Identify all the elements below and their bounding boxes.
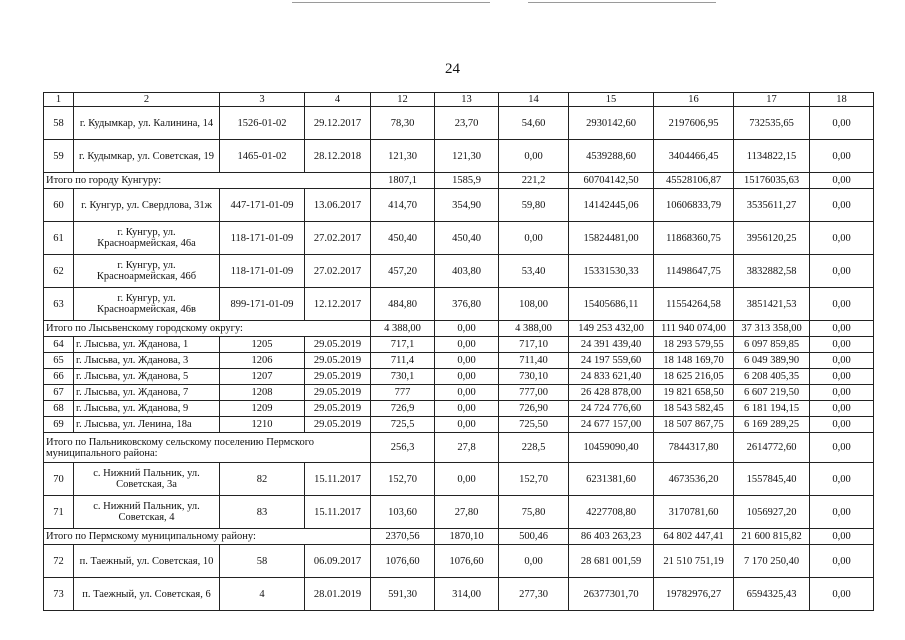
cadastral-number: 1210 [220, 417, 305, 433]
value-col-17: 3535611,27 [734, 189, 810, 222]
row-number: 72 [44, 545, 74, 578]
subtotal-value: 60704142,50 [569, 173, 654, 189]
value-col-13: 376,80 [435, 288, 499, 321]
value-col-18: 0,00 [810, 545, 874, 578]
value-col-12: 78,30 [371, 107, 435, 140]
row-number: 59 [44, 140, 74, 173]
row-number: 65 [44, 353, 74, 369]
row-number: 63 [44, 288, 74, 321]
subtotal-value: 1870,10 [435, 529, 499, 545]
value-col-12: 152,70 [371, 463, 435, 496]
value-col-17: 6 169 289,25 [734, 417, 810, 433]
row-number: 69 [44, 417, 74, 433]
row-number: 70 [44, 463, 74, 496]
date: 29.05.2019 [305, 353, 371, 369]
value-col-12: 457,20 [371, 255, 435, 288]
subtotal-value: 111 940 074,00 [654, 321, 734, 337]
value-col-15: 24 391 439,40 [569, 337, 654, 353]
value-col-12: 414,70 [371, 189, 435, 222]
table-row [44, 369, 874, 385]
table-row [44, 337, 874, 353]
column-number: 14 [499, 93, 569, 107]
value-col-12: 726,9 [371, 401, 435, 417]
value-col-17: 6 208 405,35 [734, 369, 810, 385]
value-col-13: 0,00 [435, 337, 499, 353]
value-col-15: 24 724 776,60 [569, 401, 654, 417]
subtotal-value: 2614772,60 [734, 433, 810, 463]
value-col-13: 314,00 [435, 578, 499, 611]
date: 13.06.2017 [305, 189, 371, 222]
value-col-18: 0,00 [810, 369, 874, 385]
column-number-row [44, 93, 874, 107]
value-col-15: 6231381,60 [569, 463, 654, 496]
value-col-15: 26 428 878,00 [569, 385, 654, 401]
value-col-15: 24 197 559,60 [569, 353, 654, 369]
table-row [44, 385, 874, 401]
value-col-17: 6 097 859,85 [734, 337, 810, 353]
value-col-16: 18 625 216,05 [654, 369, 734, 385]
value-col-12: 484,80 [371, 288, 435, 321]
value-col-14: 277,30 [499, 578, 569, 611]
value-col-16: 4673536,20 [654, 463, 734, 496]
value-col-14: 711,40 [499, 353, 569, 369]
value-col-12: 1076,60 [371, 545, 435, 578]
address: г. Кудымкар, ул. Советская, 19 [74, 140, 220, 173]
subtotal-row [44, 173, 874, 189]
value-col-12: 450,40 [371, 222, 435, 255]
subtotal-value: 228,5 [499, 433, 569, 463]
cadastral-number: 118-171-01-09 [220, 255, 305, 288]
table-row [44, 140, 874, 173]
address: г. Кунгур, ул. Красноармейская, 46а [74, 222, 220, 255]
date: 15.11.2017 [305, 463, 371, 496]
cadastral-number: 447-171-01-09 [220, 189, 305, 222]
subtotal-value: 149 253 432,00 [569, 321, 654, 337]
subtotal-value: 21 600 815,82 [734, 529, 810, 545]
value-col-18: 0,00 [810, 353, 874, 369]
subtotal-value: 221,2 [499, 173, 569, 189]
cadastral-number: 58 [220, 545, 305, 578]
value-col-14: 730,10 [499, 369, 569, 385]
value-col-17: 3832882,58 [734, 255, 810, 288]
column-number: 18 [810, 93, 874, 107]
row-number: 67 [44, 385, 74, 401]
date: 27.02.2017 [305, 222, 371, 255]
value-col-17: 6 607 219,50 [734, 385, 810, 401]
column-number: 2 [74, 93, 220, 107]
date: 28.12.2018 [305, 140, 371, 173]
cadastral-number: 82 [220, 463, 305, 496]
value-col-14: 75,80 [499, 496, 569, 529]
cadastral-number: 1526-01-02 [220, 107, 305, 140]
value-col-16: 21 510 751,19 [654, 545, 734, 578]
date: 28.01.2019 [305, 578, 371, 611]
address: г. Лысьва, ул. Жданова, 9 [74, 401, 220, 417]
column-number: 17 [734, 93, 810, 107]
column-number: 1 [44, 93, 74, 107]
subtotal-row [44, 529, 874, 545]
subtotal-value: 0,00 [810, 321, 874, 337]
date: 06.09.2017 [305, 545, 371, 578]
subtotal-label: Итого по Пермскому муниципальному району: [44, 529, 371, 545]
value-col-17: 3851421,53 [734, 288, 810, 321]
subtotal-value: 1585,9 [435, 173, 499, 189]
value-col-12: 717,1 [371, 337, 435, 353]
table-row [44, 545, 874, 578]
value-col-16: 18 507 867,75 [654, 417, 734, 433]
value-col-18: 0,00 [810, 385, 874, 401]
table-row [44, 578, 874, 611]
subtotal-value: 1807,1 [371, 173, 435, 189]
subtotal-value: 86 403 263,23 [569, 529, 654, 545]
subtotal-label: Итого по Лысьвенскому городскому округу: [44, 321, 371, 337]
address: г. Кунгур, ул. Красноармейская, 46в [74, 288, 220, 321]
subtotal-label: Итого по городу Кунгуру: [44, 173, 371, 189]
value-col-15: 14142445,06 [569, 189, 654, 222]
value-col-18: 0,00 [810, 401, 874, 417]
table-body [44, 93, 874, 611]
address: г. Кунгур, ул. Свердлова, 31ж [74, 189, 220, 222]
value-col-14: 0,00 [499, 222, 569, 255]
value-col-14: 53,40 [499, 255, 569, 288]
subtotal-value: 4 388,00 [499, 321, 569, 337]
value-col-13: 121,30 [435, 140, 499, 173]
column-number: 4 [305, 93, 371, 107]
value-col-16: 10606833,79 [654, 189, 734, 222]
value-col-18: 0,00 [810, 417, 874, 433]
value-col-14: 725,50 [499, 417, 569, 433]
row-number: 71 [44, 496, 74, 529]
value-col-14: 0,00 [499, 140, 569, 173]
cadastral-number: 899-171-01-09 [220, 288, 305, 321]
date: 29.05.2019 [305, 417, 371, 433]
subtotal-value: 0,00 [810, 433, 874, 463]
subtotal-row [44, 433, 874, 463]
value-col-13: 0,00 [435, 353, 499, 369]
value-col-17: 7 170 250,40 [734, 545, 810, 578]
table-row [44, 189, 874, 222]
value-col-15: 24 833 621,40 [569, 369, 654, 385]
value-col-16: 11498647,75 [654, 255, 734, 288]
value-col-15: 15331530,33 [569, 255, 654, 288]
value-col-16: 11868360,75 [654, 222, 734, 255]
address: г. Лысьва, ул. Жданова, 7 [74, 385, 220, 401]
value-col-17: 6 049 389,90 [734, 353, 810, 369]
subtotal-value: 500,46 [499, 529, 569, 545]
row-number: 64 [44, 337, 74, 353]
value-col-15: 2930142,60 [569, 107, 654, 140]
subtotal-value: 45528106,87 [654, 173, 734, 189]
address: г. Лысьва, ул. Жданова, 5 [74, 369, 220, 385]
cadastral-number: 1206 [220, 353, 305, 369]
value-col-15: 4539288,60 [569, 140, 654, 173]
value-col-16: 18 148 169,70 [654, 353, 734, 369]
subtotal-value: 0,00 [810, 529, 874, 545]
cadastral-number: 1465-01-02 [220, 140, 305, 173]
value-col-13: 403,80 [435, 255, 499, 288]
value-col-14: 717,10 [499, 337, 569, 353]
value-col-16: 19 821 658,50 [654, 385, 734, 401]
cadastral-number: 118-171-01-09 [220, 222, 305, 255]
value-col-17: 1056927,20 [734, 496, 810, 529]
value-col-12: 777 [371, 385, 435, 401]
table-row [44, 107, 874, 140]
value-col-16: 3404466,45 [654, 140, 734, 173]
value-col-12: 121,30 [371, 140, 435, 173]
row-number: 66 [44, 369, 74, 385]
value-col-13: 0,00 [435, 369, 499, 385]
value-col-13: 0,00 [435, 463, 499, 496]
table-row [44, 353, 874, 369]
value-col-13: 354,90 [435, 189, 499, 222]
value-col-18: 0,00 [810, 255, 874, 288]
column-number: 15 [569, 93, 654, 107]
page-number: 24 [445, 61, 460, 77]
date: 29.05.2019 [305, 385, 371, 401]
table-row [44, 417, 874, 433]
value-col-17: 6594325,43 [734, 578, 810, 611]
value-col-17: 732535,65 [734, 107, 810, 140]
subtotal-value: 7844317,80 [654, 433, 734, 463]
subtotal-value: 37 313 358,00 [734, 321, 810, 337]
row-number: 60 [44, 189, 74, 222]
address: г. Лысьва, ул. Жданова, 3 [74, 353, 220, 369]
top-rule-left [292, 2, 490, 3]
value-col-18: 0,00 [810, 337, 874, 353]
address: п. Таежный, ул. Советская, 10 [74, 545, 220, 578]
subtotal-value: 15176035,63 [734, 173, 810, 189]
row-number: 62 [44, 255, 74, 288]
table-row [44, 222, 874, 255]
value-col-14: 726,90 [499, 401, 569, 417]
row-number: 73 [44, 578, 74, 611]
address: п. Таежный, ул. Советская, 6 [74, 578, 220, 611]
address: г. Кунгур, ул. Красноармейская, 46б [74, 255, 220, 288]
value-col-15: 15824481,00 [569, 222, 654, 255]
value-col-13: 0,00 [435, 417, 499, 433]
subtotal-value: 256,3 [371, 433, 435, 463]
date: 29.12.2017 [305, 107, 371, 140]
value-col-17: 6 181 194,15 [734, 401, 810, 417]
cadastral-number: 1205 [220, 337, 305, 353]
value-col-14: 777,00 [499, 385, 569, 401]
value-col-15: 24 677 157,00 [569, 417, 654, 433]
subtotal-value: 64 802 447,41 [654, 529, 734, 545]
subtotal-value: 2370,56 [371, 529, 435, 545]
address: г. Кудымкар, ул. Калинина, 14 [74, 107, 220, 140]
date: 29.05.2019 [305, 369, 371, 385]
date: 29.05.2019 [305, 337, 371, 353]
subtotal-label: Итого по Пальниковскому сельскому поселению Пермского муниципального района: [44, 433, 371, 463]
table-row [44, 463, 874, 496]
value-col-13: 450,40 [435, 222, 499, 255]
value-col-13: 1076,60 [435, 545, 499, 578]
table-row [44, 401, 874, 417]
value-col-13: 0,00 [435, 401, 499, 417]
table-row [44, 255, 874, 288]
date: 29.05.2019 [305, 401, 371, 417]
value-col-18: 0,00 [810, 496, 874, 529]
column-number: 13 [435, 93, 499, 107]
value-col-14: 152,70 [499, 463, 569, 496]
row-number: 58 [44, 107, 74, 140]
value-col-12: 725,5 [371, 417, 435, 433]
value-col-17: 1134822,15 [734, 140, 810, 173]
value-col-18: 0,00 [810, 578, 874, 611]
value-col-17: 1557845,40 [734, 463, 810, 496]
value-col-18: 0,00 [810, 222, 874, 255]
value-col-13: 27,80 [435, 496, 499, 529]
value-col-12: 730,1 [371, 369, 435, 385]
date: 27.02.2017 [305, 255, 371, 288]
register-table [43, 92, 874, 611]
cadastral-number: 1208 [220, 385, 305, 401]
address: с. Нижний Пальник, ул. Советская, 4 [74, 496, 220, 529]
subtotal-value: 4 388,00 [371, 321, 435, 337]
value-col-16: 18 293 579,55 [654, 337, 734, 353]
value-col-14: 108,00 [499, 288, 569, 321]
value-col-18: 0,00 [810, 463, 874, 496]
table-row [44, 288, 874, 321]
cadastral-number: 4 [220, 578, 305, 611]
column-number: 16 [654, 93, 734, 107]
value-col-18: 0,00 [810, 189, 874, 222]
value-col-16: 2197606,95 [654, 107, 734, 140]
subtotal-value: 27,8 [435, 433, 499, 463]
value-col-17: 3956120,25 [734, 222, 810, 255]
address: с. Нижний Пальник, ул. Советская, 3а [74, 463, 220, 496]
row-number: 61 [44, 222, 74, 255]
value-col-12: 103,60 [371, 496, 435, 529]
value-col-14: 0,00 [499, 545, 569, 578]
value-col-12: 711,4 [371, 353, 435, 369]
value-col-18: 0,00 [810, 288, 874, 321]
table-row [44, 496, 874, 529]
subtotal-value: 0,00 [810, 173, 874, 189]
value-col-16: 19782976,27 [654, 578, 734, 611]
value-col-15: 26377301,70 [569, 578, 654, 611]
column-number: 12 [371, 93, 435, 107]
column-number: 3 [220, 93, 305, 107]
value-col-16: 18 543 582,45 [654, 401, 734, 417]
value-col-15: 15405686,11 [569, 288, 654, 321]
value-col-12: 591,30 [371, 578, 435, 611]
value-col-14: 59,80 [499, 189, 569, 222]
value-col-15: 28 681 001,59 [569, 545, 654, 578]
value-col-15: 4227708,80 [569, 496, 654, 529]
cadastral-number: 1207 [220, 369, 305, 385]
subtotal-value: 0,00 [435, 321, 499, 337]
value-col-18: 0,00 [810, 140, 874, 173]
subtotal-value: 10459090,40 [569, 433, 654, 463]
top-rule-right [528, 2, 716, 3]
value-col-13: 23,70 [435, 107, 499, 140]
value-col-14: 54,60 [499, 107, 569, 140]
cadastral-number: 83 [220, 496, 305, 529]
date: 12.12.2017 [305, 288, 371, 321]
cadastral-number: 1209 [220, 401, 305, 417]
subtotal-row [44, 321, 874, 337]
value-col-18: 0,00 [810, 107, 874, 140]
address: г. Лысьва, ул. Жданова, 1 [74, 337, 220, 353]
value-col-16: 3170781,60 [654, 496, 734, 529]
address: г. Лысьва, ул. Ленина, 18а [74, 417, 220, 433]
value-col-16: 11554264,58 [654, 288, 734, 321]
value-col-13: 0,00 [435, 385, 499, 401]
date: 15.11.2017 [305, 496, 371, 529]
row-number: 68 [44, 401, 74, 417]
